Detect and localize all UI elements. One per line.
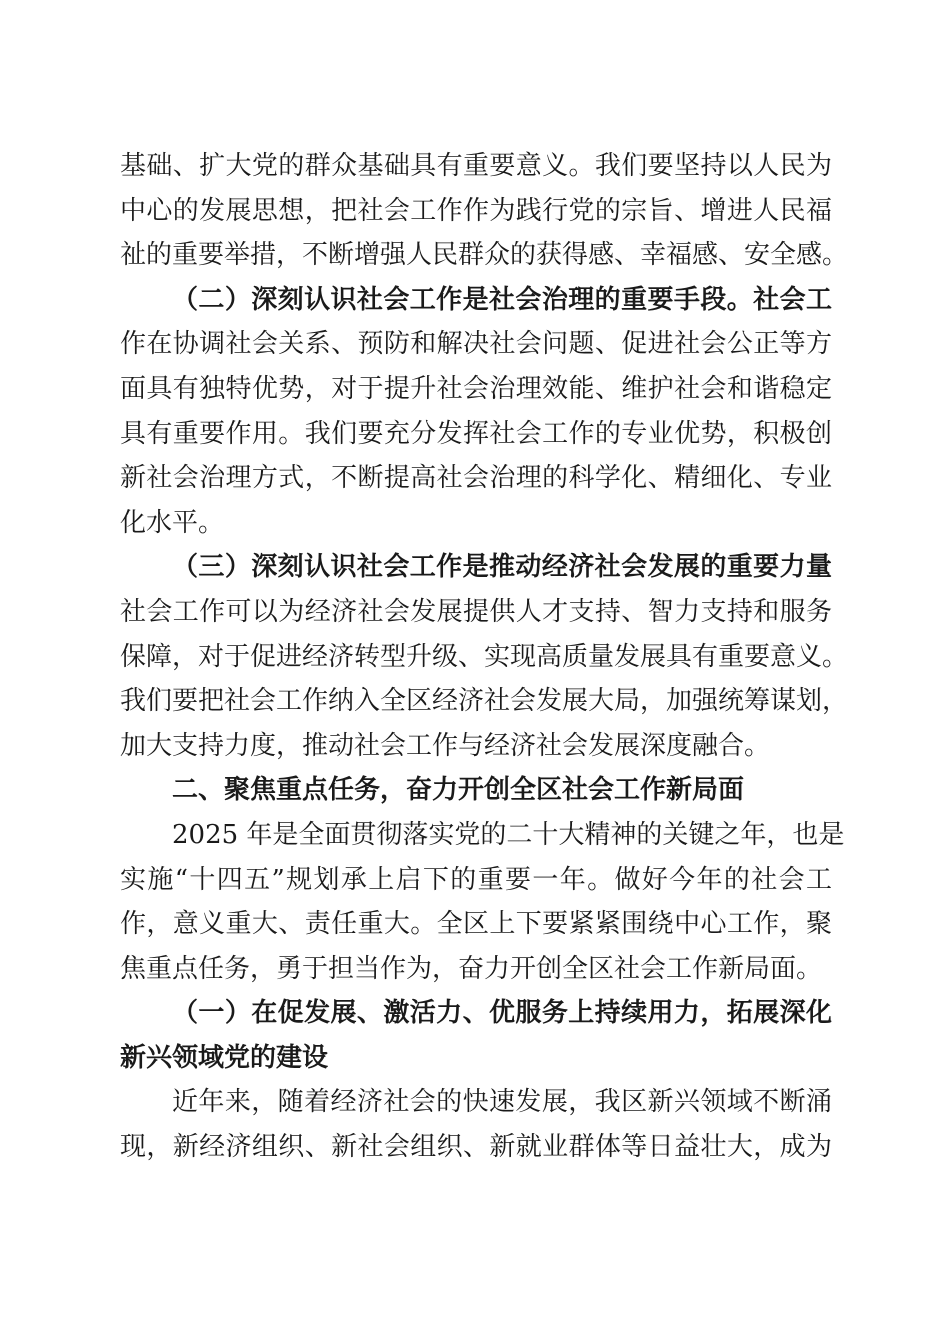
paragraph-line: 实施“十四五”规划承上启下的重要一年。做好今年的社会工 [120, 864, 832, 895]
paragraph-line: 祉的重要举措，不断增强人民群众的获得感、幸福感、安全感。 [120, 240, 849, 271]
paragraph-line: 我们要把社会工作纳入全区经济社会发展大局，加强统筹谋划， [120, 686, 849, 717]
paragraph-line: 化水平。 [120, 507, 225, 538]
paragraph-line: 具有重要作用。我们要充分发挥社会工作的专业优势，积极创 [120, 418, 832, 449]
paragraph-line: 加大支持力度，推动社会工作与经济社会发展深度融合。 [120, 730, 771, 761]
paragraph-line: 近年来，随着经济社会的快速发展，我区新兴领域不断涌 [172, 1087, 832, 1118]
subheading-line: （三）深刻认识社会工作是推动经济社会发展的重要力量 [172, 552, 832, 583]
paragraph-line: 焦重点任务，勇于担当作为，奋力开创全区社会工作新局面。 [120, 953, 823, 984]
subheading-line: 新兴领域党的建设 [120, 1042, 329, 1073]
paragraph-line: 面具有独特优势，对于提升社会治理效能、维护社会和谐稳定 [120, 373, 832, 404]
paragraph-line: 社会工作可以为经济社会发展提供人才支持、智力支持和服务 [120, 596, 832, 627]
subheading-line [120, 278, 832, 323]
subheading-line: （一）在促发展、激活力、优服务上持续用力，拓展深化 [172, 998, 832, 1029]
paragraph-line: 现，新经济组织、新社会组织、新就业群体等日益壮大，成为 [120, 1132, 832, 1163]
paragraph-line: 中心的发展思想，把社会工作作为践行党的宗旨、增进人民福 [120, 195, 832, 226]
section-heading: 二、聚焦重点任务，奋力开创全区社会工作新局面 [172, 775, 745, 806]
paragraph-line: 作在协调社会关系、预防和解决社会问题、促进社会公正等方 [120, 329, 832, 360]
paragraph-line: 2025 年是全面贯彻落实党的二十大精神的关键之年，也是 [172, 819, 845, 850]
paragraph-line: 新社会治理方式，不断提高社会治理的科学化、精细化、专业 [120, 463, 832, 494]
paragraph-line: 作，意义重大、责任重大。全区上下要紧紧围绕中心工作，聚 [120, 909, 832, 940]
paragraph-line: 保障，对于促进经济转型升级、实现高质量发展具有重要意义。 [120, 641, 849, 672]
paragraph-line: 基础、扩大党的群众基础具有重要意义。我们要坚持以人民为 [120, 151, 832, 181]
document-body [120, 144, 849, 1170]
subheading-text: （二）深刻认识社会工作是社会治理的重要手段。社会工 [172, 284, 832, 315]
